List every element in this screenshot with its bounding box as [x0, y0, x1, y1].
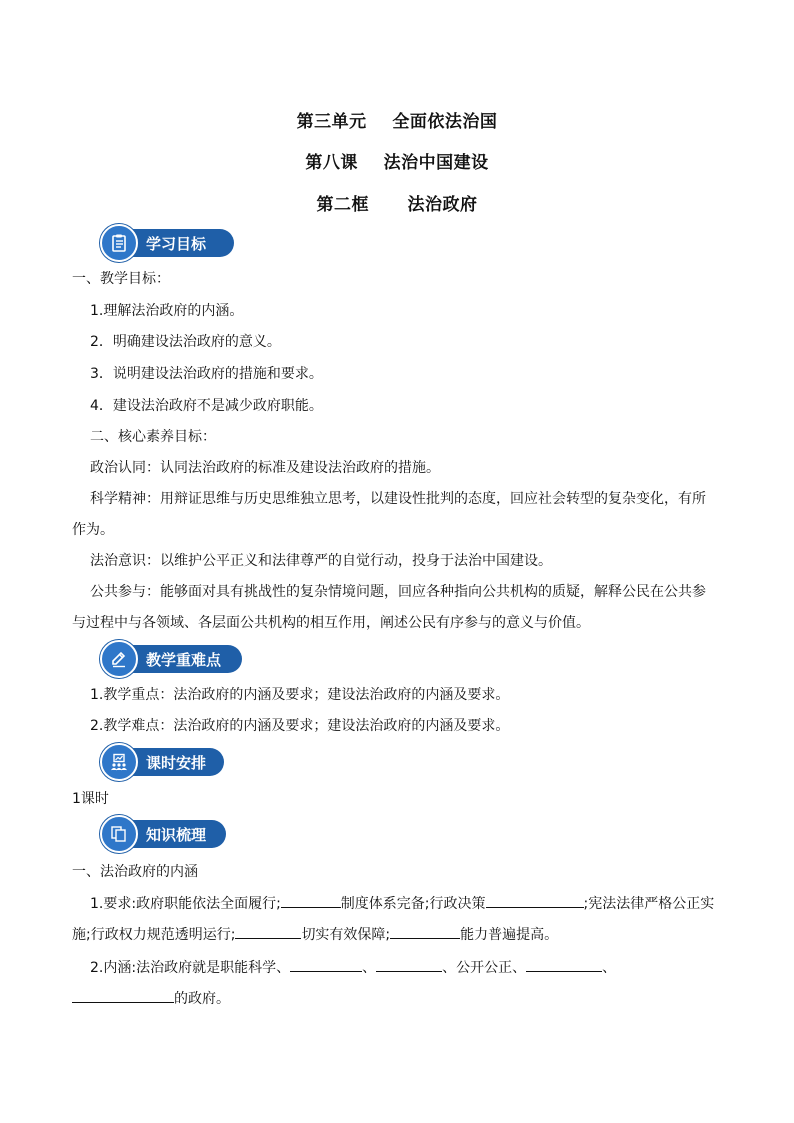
text-line: 1.理解法治政府的内涵。 — [90, 303, 244, 319]
requirement-line: 1.要求:政府职能依法全面履行; 制度体系完备;行政决策 ;宪法法律严格公正实 — [90, 893, 714, 914]
text-line: 与过程中与各领域、各层面公共机构的相互作用，阐述公民有序参与的意义与价值。 — [72, 615, 590, 631]
text-line: 2．明确建设法治政府的意义。 — [90, 334, 281, 350]
text-line: 3．说明建设法治政府的措施和要求。 — [90, 366, 323, 382]
fill-blank[interactable] — [390, 924, 460, 939]
text-line: 4．建设法治政府不是减少政府职能。 — [90, 398, 323, 414]
fill-blank[interactable] — [486, 893, 584, 908]
fill-blank[interactable] — [281, 893, 341, 908]
presentation-audience-icon — [100, 743, 138, 781]
fill-blank[interactable] — [526, 957, 602, 972]
definition-line: 2.内涵:法治政府就是职能科学、 、 、公开公正、 、 — [90, 957, 616, 978]
section-badge-knowledge — [100, 817, 206, 851]
text-line: 1课时 — [72, 791, 109, 807]
section-badge-label: 课时安排 — [146, 753, 207, 772]
section-badge-learning-goals — [100, 226, 206, 260]
section-badge-label: 教学重难点 — [146, 650, 222, 669]
section-badge-label: 学习目标 — [146, 234, 207, 253]
lesson-title: 第八课 法治中国建设 — [305, 153, 489, 173]
section-badge-key-points — [100, 642, 221, 676]
text-line: 科学精神：用辩证思维与历史思维独立思考，以建设性批判的态度，回应社会转型的复杂变化，有所 — [90, 491, 706, 507]
text-line: 一、法治政府的内涵 — [72, 864, 198, 880]
text-line: 作为。 — [72, 522, 114, 538]
section-badge-schedule — [100, 745, 206, 779]
clipboard-checklist-icon — [100, 224, 138, 262]
text-line: 政治认同：认同法治政府的标准及建设法治政府的措施。 — [90, 460, 440, 476]
fill-blank[interactable] — [72, 988, 174, 1003]
section-badge-label: 知识梳理 — [146, 825, 207, 844]
fill-blank[interactable] — [376, 957, 442, 972]
text-line: 1.教学重点：法治政府的内涵及要求；建设法治政府的内涵及要求。 — [90, 687, 510, 703]
definition-line-cont: 的政府。 — [72, 988, 230, 1009]
text-line: 一、教学目标： — [72, 271, 170, 287]
stacked-documents-icon — [100, 815, 138, 853]
frame-title: 第二框 法治政府 — [316, 195, 478, 215]
text-line: 2.教学难点：法治政府的内涵及要求；建设法治政府的内涵及要求。 — [90, 718, 510, 734]
pencil-edit-icon — [100, 640, 138, 678]
requirement-line-cont: 施;行政权力规范透明运行; 切实有效保障; 能力普遍提高。 — [72, 924, 558, 945]
text-line: 二、核心素养目标： — [90, 429, 216, 445]
fill-blank[interactable] — [235, 924, 301, 939]
text-line: 法治意识：以维护公平正义和法律尊严的自觉行动，投身于法治中国建设。 — [90, 553, 552, 569]
fill-blank[interactable] — [290, 957, 362, 972]
unit-title: 第三单元 全面依法治国 — [296, 112, 498, 132]
text-line: 公共参与：能够面对具有挑战性的复杂情境问题，回应各种指向公共机构的质疑，解释公民在公共参 — [90, 584, 706, 600]
